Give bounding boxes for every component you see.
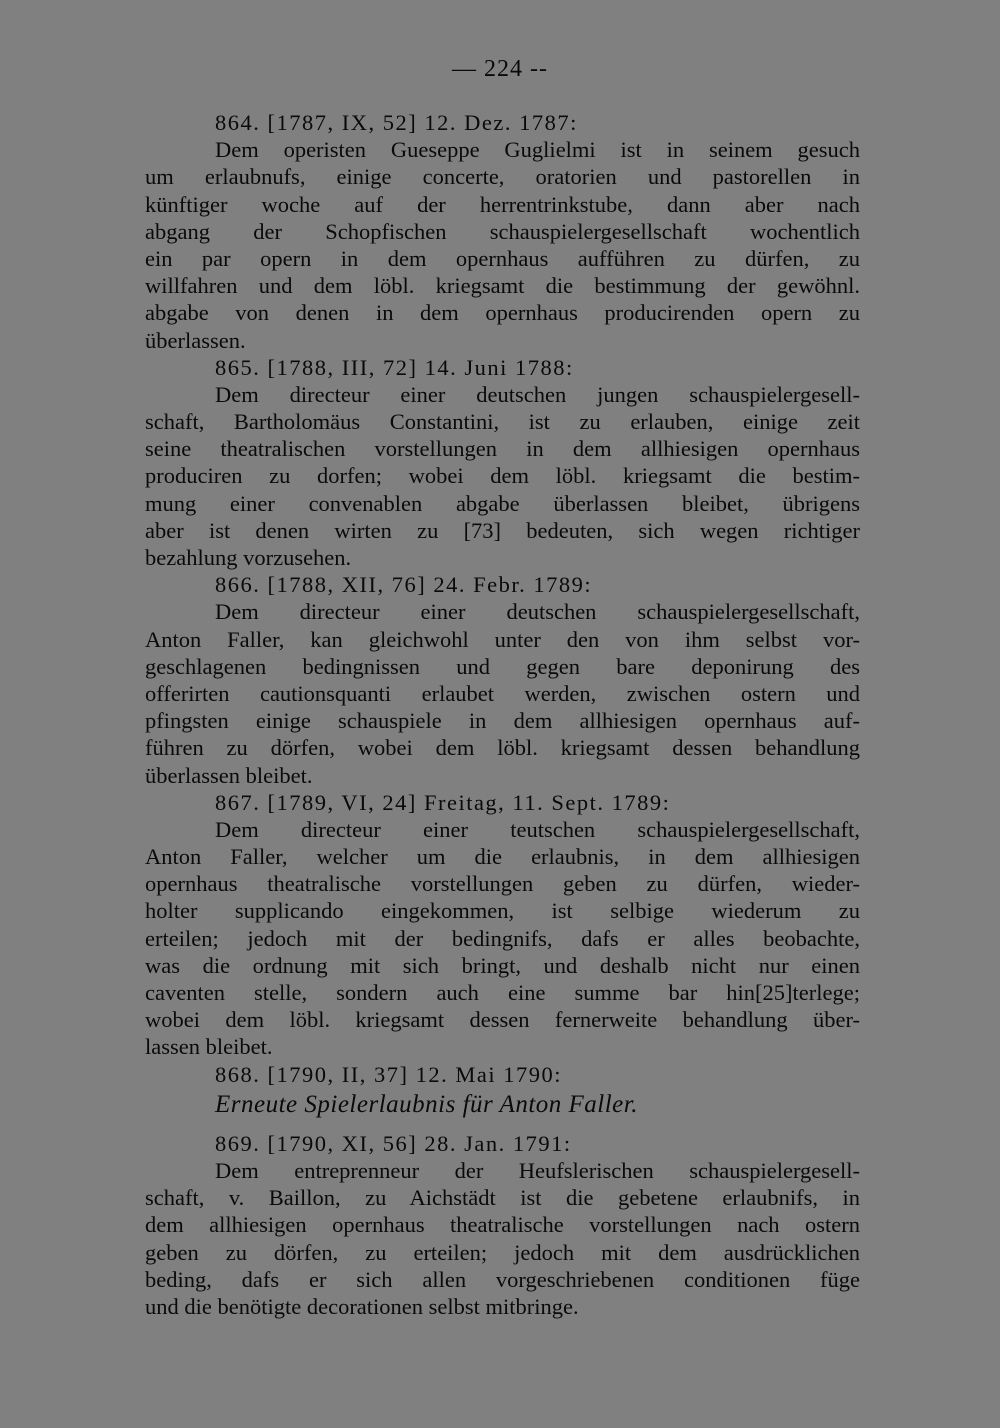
text-line: abgabe von denen in dem opernhaus producirenden opern zu [145, 300, 860, 326]
text-line: um erlaubnufs, einige concerte, oratorien und pastorellen in [145, 164, 860, 190]
text-line: dem allhiesigen opernhaus theatralische vorstellungen nach ostern [145, 1212, 860, 1238]
entry-865 [145, 354, 860, 572]
text-line: beding, dafs er sich allen vorgeschriebenen conditionen füge [145, 1266, 860, 1292]
text-line: schaft, Bartholomäus Constantini, ist zu erlauben, einige zeit [145, 409, 860, 435]
entry-868 [145, 1061, 860, 1130]
text-line: geben zu dörfen, zu erteilen; jedoch mit dem ausdrücklichen [145, 1239, 860, 1265]
text-line: was die ordnung mit sich bringt, und deshalb nicht nur einen [145, 952, 860, 978]
text-line: überlassen bleibet. [145, 762, 313, 788]
text-line: wobei dem löbl. kriegsamt dessen fernerweite behandlung über- [145, 1007, 860, 1033]
text-line: aber ist denen wirten zu [73] bedeuten, sich wegen richtiger [145, 517, 860, 543]
text-line: Dem entreprenneur der Heufslerischen schauspielergesell- [215, 1157, 860, 1183]
text-line: opernhaus theatralische vorstellungen geben zu dürfen, wieder- [145, 871, 860, 897]
entry-866 [145, 571, 860, 789]
text-line: schaft, v. Baillon, zu Aichstädt ist die gebetene erlaubnifs, in [145, 1185, 860, 1211]
text-line: mung einer convenablen abgabe überlassen bleibet, übrigens [145, 490, 860, 516]
text-line: produciren zu dorfen; wobei dem löbl. kriegsamt die bestim- [145, 463, 860, 489]
text-line: erteilen; jedoch mit der bedingnifs, dafs er alles beobachte, [145, 925, 860, 951]
text-line: willfahren und dem löbl. kriegsamt die bestimmung der gewöhnl. [145, 273, 860, 299]
text-block [145, 109, 860, 1320]
entry-867 [145, 789, 860, 1061]
text-line: ein par opern in dem opernhaus aufführen zu dürfen, zu [145, 245, 860, 271]
text-line: Dem operisten Gueseppe Guglielmi ist in seinem gesuch [215, 137, 860, 163]
entry-heading: 866. [1788, XII, 76] 24. Febr. 1789: [215, 572, 593, 598]
text-line: Anton Faller, welcher um die erlaubnis, in dem allhiesigen [145, 844, 860, 870]
text-line: führen zu dörfen, wobei dem löbl. kriegsamt dessen behandlung [145, 735, 860, 761]
text-line: pfingsten einige schauspiele in dem allhiesigen opernhaus auf- [145, 708, 860, 734]
text-line: holter supplicando eingekommen, ist selbige wiederum zu [145, 898, 860, 924]
text-line: Dem directeur einer deutschen jungen schauspielergesell- [215, 381, 860, 407]
entry-heading: 869. [1790, XI, 56] 28. Jan. 1791: [215, 1130, 572, 1156]
page-number: — 224 -- [452, 56, 548, 82]
text-line: seine theatralischen vorstellungen in dem allhiesigen opernhaus [145, 436, 860, 462]
text-line: Dem directeur einer teutschen schauspielergesellschaft, [215, 816, 860, 842]
text-line: Anton Faller, kan gleichwohl unter den von ihm selbst vor- [145, 626, 860, 652]
text-line: geschlagenen bedingnissen und gegen bare deponirung des [145, 653, 860, 679]
text-line: bezahlung vorzusehen. [145, 545, 352, 570]
entry-title: Erneute Spielerlaubnis für Anton Faller. [215, 1090, 638, 1118]
entry-heading: 867. [1789, VI, 24] Freitag, 11. Sept. 1789: [215, 789, 671, 815]
text-line: überlassen. [145, 327, 246, 353]
text-line: lassen bleibet. [145, 1034, 273, 1060]
text-line: abgang der Schopfischen schauspielergesellschaft wochentlich [145, 218, 860, 244]
text-line: Dem directeur einer deutschen schauspielergesellschaft, [215, 599, 860, 625]
text-line: und die benötigte decorationen selbst mitbringe. [145, 1293, 579, 1319]
entry-869 [145, 1130, 860, 1320]
entry-heading: 864. [1787, IX, 52] 12. Dez. 1787: [215, 110, 578, 135]
entry-864 [145, 109, 860, 354]
text-line: offerirten cautionsquanti erlaubet werden, zwischen ostern und [145, 680, 860, 706]
entry-heading: 865. [1788, III, 72] 14. Juni 1788: [215, 354, 574, 380]
text-line: caventen stelle, sondern auch eine summe bar hin[25]terlege; [145, 980, 860, 1005]
entry-heading: 868. [1790, II, 37] 12. Mai 1790: [215, 1061, 562, 1087]
text-line: künftiger woche auf der herrentrinkstube, dann aber nach [145, 191, 860, 217]
